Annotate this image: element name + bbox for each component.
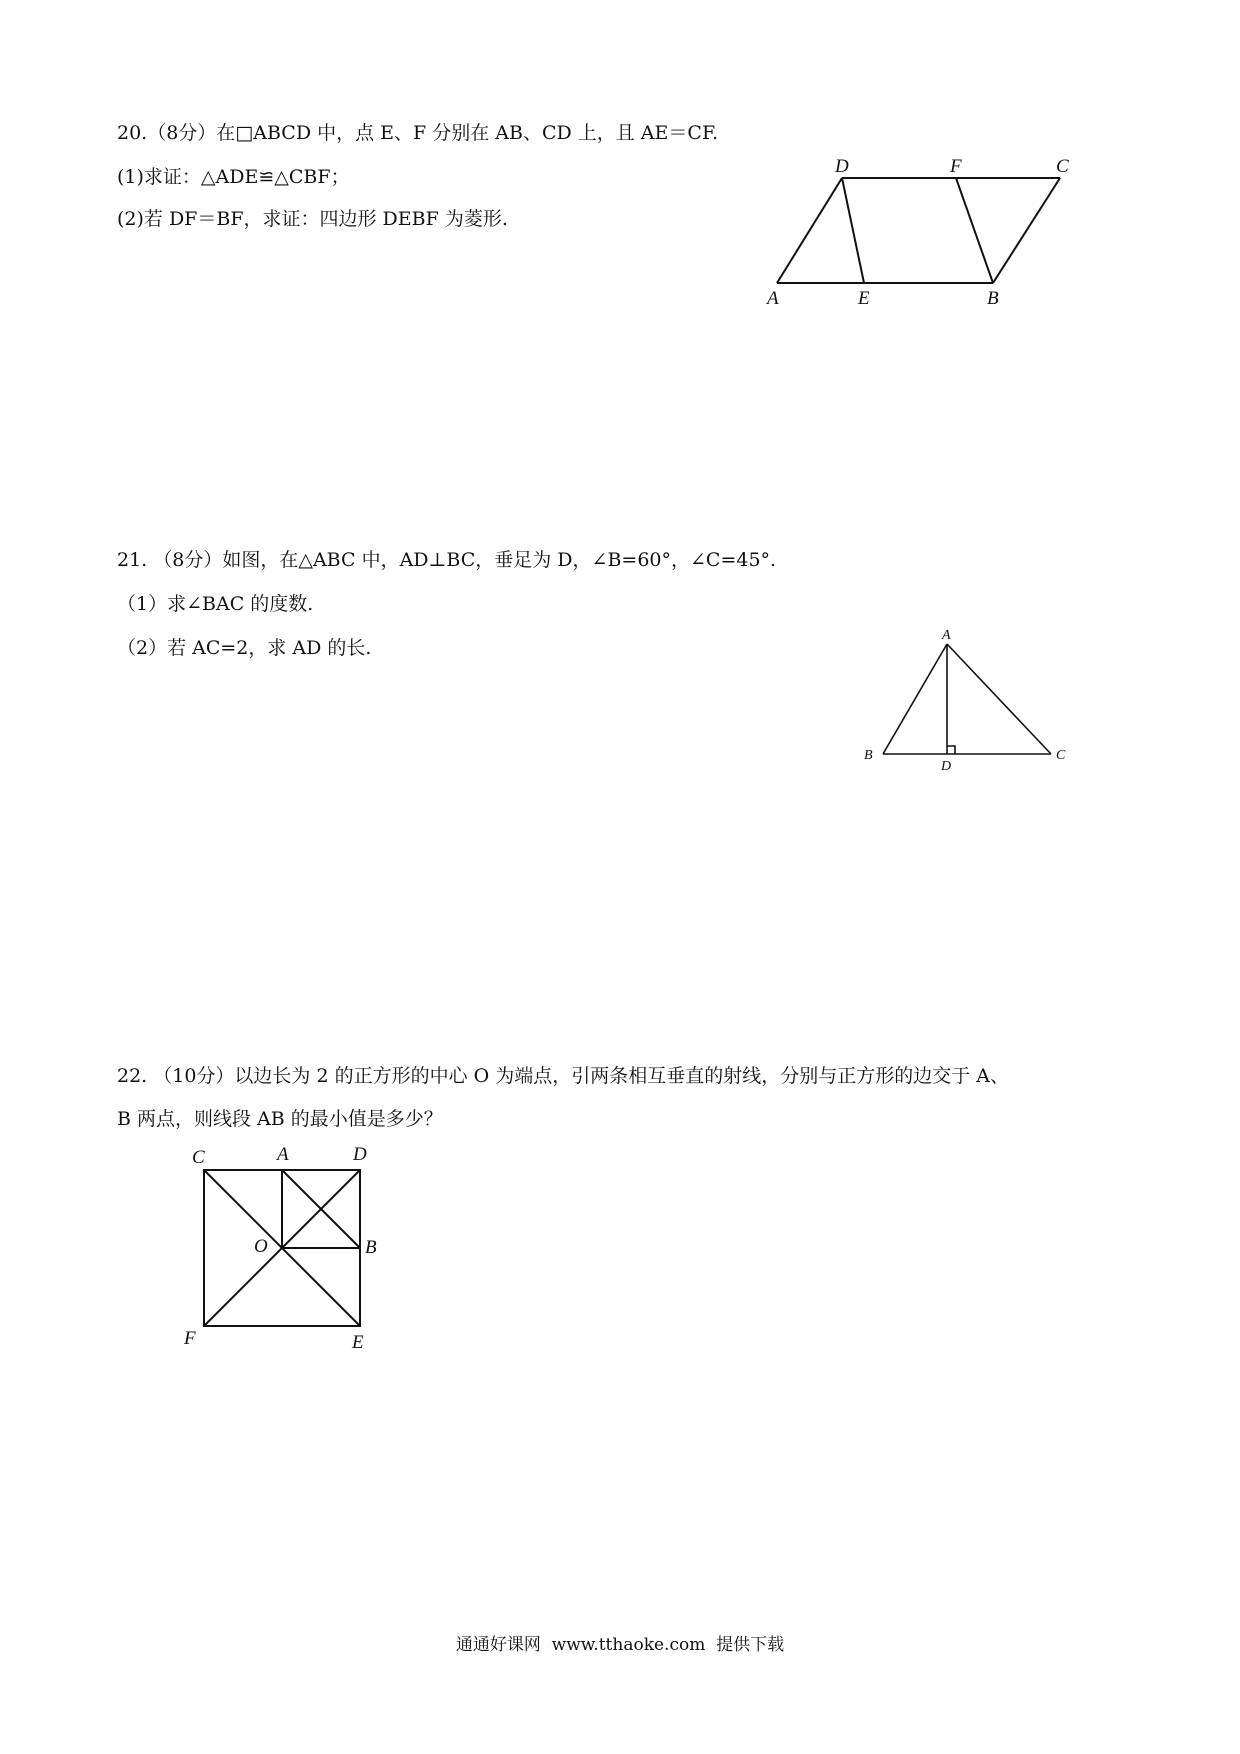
q21-triangle-figure xyxy=(855,620,1085,770)
q20-part1: (1)求证：△ADE≌△CBF； xyxy=(117,166,350,188)
q20-side-ad xyxy=(777,178,842,283)
q21-label-d: D xyxy=(941,759,952,770)
q21-label-a: A xyxy=(942,628,951,643)
q22-label-f: F xyxy=(184,1328,196,1349)
q20-segment-de xyxy=(842,178,864,283)
q22-stem-line2: B 两点，则线段 AB 的最小值是多少？ xyxy=(117,1108,443,1130)
q20-stem: 20.（8分）在□ABCD 中，点 E、F 分别在 AB、CD 上，且 AE＝CF. xyxy=(117,122,719,144)
q20-label-f: F xyxy=(950,156,962,177)
q21-part1: （1）求∠BAC 的度数. xyxy=(117,593,314,615)
q21-label-c: C xyxy=(1056,748,1066,763)
q21-side-ab xyxy=(883,644,947,754)
q22-label-b: B xyxy=(365,1237,377,1258)
q22-label-e: E xyxy=(352,1332,364,1353)
q22-stem-line1: 22. （10分）以边长为 2 的正方形的中心 O 为端点，引两条相互垂直的射线，分别与正方形的边交于 A、 xyxy=(117,1065,1010,1087)
q22-label-a: A xyxy=(277,1144,289,1165)
q21-side-ac xyxy=(947,644,1051,754)
q21-stem: 21. （8分）如图，在△ABC 中，AD⊥BC，垂足为 D，∠B=60°，∠C=45°. xyxy=(117,549,777,571)
q22-label-d: D xyxy=(353,1144,367,1165)
q22-label-c: C xyxy=(192,1147,205,1168)
q22-label-o: O xyxy=(254,1236,268,1257)
q21-right-angle-mark xyxy=(947,746,955,754)
q20-segment-fb xyxy=(956,178,993,283)
q20-parallelogram-figure xyxy=(760,150,1090,310)
q22-square-figure xyxy=(180,1140,390,1360)
q20-label-a: A xyxy=(767,288,779,309)
q21-part2: （2）若 AC=2，求 AD 的长. xyxy=(117,637,372,659)
q20-label-e: E xyxy=(858,288,870,309)
q21-label-b: B xyxy=(864,748,873,763)
q20-label-b: B xyxy=(987,288,999,309)
page-footer: 通通好课网 www.tthaoke.com 提供下载 xyxy=(455,1635,785,1655)
q20-side-bc xyxy=(993,178,1060,283)
q20-part2: (2)若 DF＝BF，求证：四边形 DEBF 为菱形. xyxy=(117,208,508,230)
q20-label-c: C xyxy=(1056,156,1069,177)
q20-label-d: D xyxy=(835,156,849,177)
